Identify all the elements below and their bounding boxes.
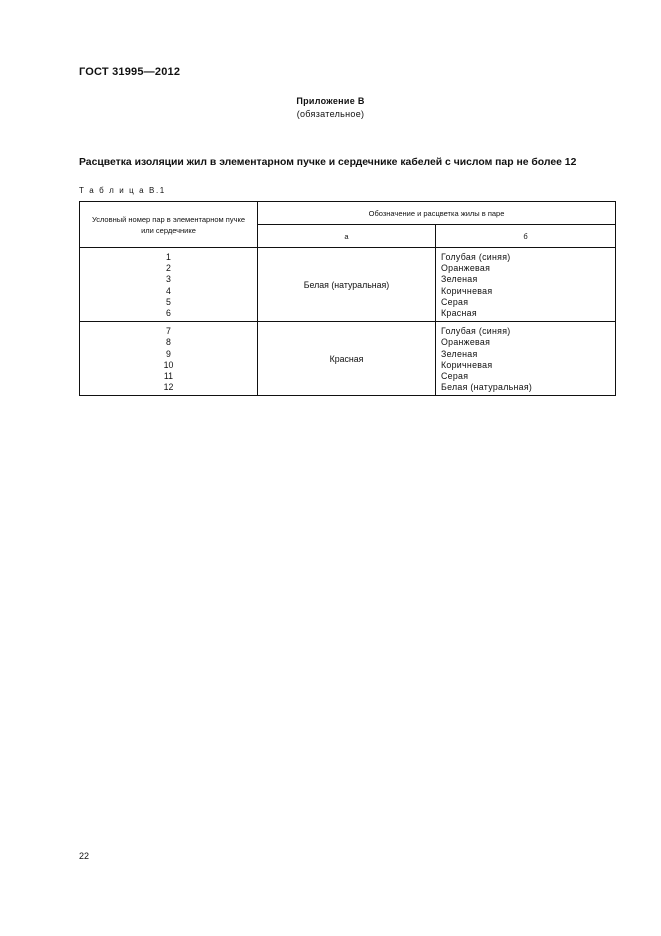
pair-number: 8 (166, 337, 171, 348)
wire-b-color: Коричневая (441, 359, 493, 370)
wire-a-color-cell: Белая (натуральная) (258, 248, 436, 322)
pair-number: 3 (166, 274, 171, 285)
wire-b-color: Голубая (синяя) (441, 326, 511, 337)
wire-b-colors-cell (436, 248, 616, 322)
wire-a-color-cell: Красная (258, 322, 436, 396)
pair-number: 5 (166, 296, 171, 307)
section-heading: Расцветка изоляции жил в элементарном пучке и сердечнике кабелей с числом пар не более 12 (79, 157, 577, 168)
wire-b-color: Оранжевая (441, 337, 491, 348)
wire-b-color: Белая (натуральная) (441, 382, 533, 393)
pair-number: 7 (166, 326, 171, 337)
pair-number: 1 (166, 252, 171, 262)
pair-number: 10 (163, 359, 174, 370)
annex-title: Приложение В (296, 96, 365, 106)
pair-numbers-cell (80, 322, 258, 396)
col-b-header: б (436, 225, 616, 248)
table-header-row (80, 202, 616, 225)
wire-b-color: Серая (441, 296, 469, 307)
wire-b-color: Зеленая (441, 274, 478, 285)
wire-b-color: Оранжевая (441, 263, 491, 274)
pair-number: 12 (163, 382, 174, 393)
standard-code: ГОСТ 31995—2012 (79, 66, 181, 78)
page-number: 22 (79, 851, 90, 861)
table-row (80, 248, 616, 322)
wire-b-color: Красная (441, 308, 477, 319)
wire-b-color: Зеленая (441, 348, 478, 359)
pair-number: 11 (163, 371, 174, 382)
annex-status: (обязательное) (296, 109, 365, 119)
pair-number: 9 (166, 348, 171, 359)
color-table (79, 201, 616, 396)
wire-b-color: Голубая (синяя) (441, 252, 511, 262)
table-row (80, 322, 616, 396)
col-pair-number-header: Условный номер пар в элементарном пучке или сердечнике (80, 202, 258, 248)
wire-b-colors-cell (436, 322, 616, 396)
pair-number: 4 (166, 285, 171, 296)
pair-number: 6 (166, 308, 171, 319)
wire-b-color: Коричневая (441, 285, 493, 296)
col-a-header: а (258, 225, 436, 248)
pair-number: 2 (166, 263, 171, 274)
pair-numbers-cell (80, 248, 258, 322)
annex-block (0, 95, 661, 121)
col-group-header: Обозначение и расцветка жилы в паре (258, 202, 616, 225)
wire-b-color: Серая (441, 371, 469, 382)
table-caption: Т а б л и ц а В.1 (79, 186, 166, 195)
